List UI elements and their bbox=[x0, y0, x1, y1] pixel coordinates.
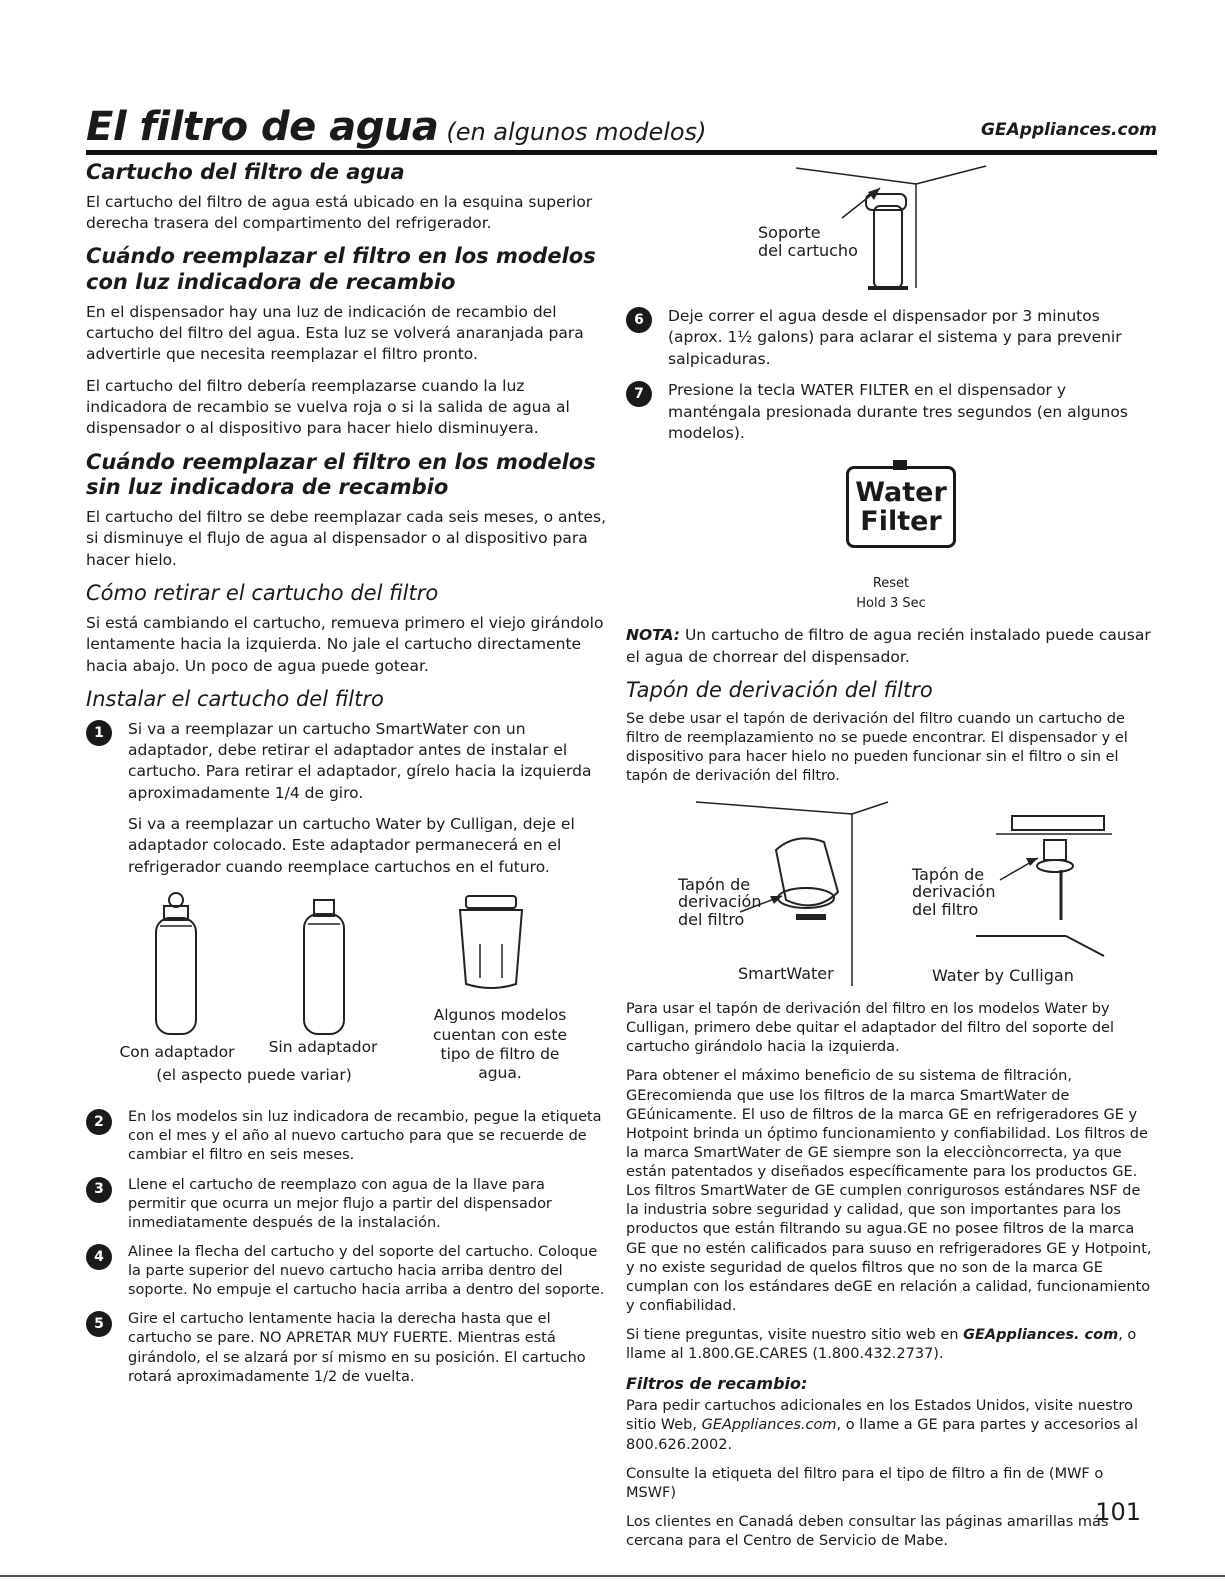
caption-with-adapter: Con adaptador bbox=[119, 1043, 235, 1062]
right-column bbox=[626, 160, 1156, 1561]
title-subtitle: (en algunos modelos) bbox=[446, 118, 707, 146]
water-filter-button-illustration bbox=[796, 454, 986, 574]
section-cartridge-title: Cartucho del filtro de agua bbox=[86, 160, 405, 184]
step-5-text: Gire el cartucho lentamente hacia la derecha hasta que el cartucho se pare. NO APRETAR MUY FUERTE. Mientras está girándolo, el se alzará por sí mismo en su posición. El cartucho rotará aproximadamente 1/2 de vuelta. bbox=[128, 1311, 586, 1385]
button-caption bbox=[626, 574, 1156, 613]
header-site-link[interactable]: GEAppliances.com bbox=[981, 120, 1157, 140]
cartridge-figures bbox=[86, 888, 606, 1096]
section-install-title: Instalar el cartucho del filtro bbox=[86, 686, 384, 711]
replacement-filters-title: Filtros de recambio: bbox=[626, 1374, 808, 1394]
step-2-text: En los modelos sin luz indicadora de recambio, pegue la etiqueta con el mes y el año al nuevo cartucho para que se recuerde de cambiar el filtro en seis meses. bbox=[128, 1109, 602, 1164]
section-without-light-text: El cartucho del filtro se debe reemplazar cada seis meses, o antes, si disminuye el flujo de agua al dispensador o al dispositivo para hacer hielo. bbox=[86, 508, 606, 569]
step-4-text: Alinee la flecha del cartucho y del soporte del cartucho. Coloque la parte superior del nuevo cartucho hacia arriba dentro del soporte. No empuje el cartucho hacia arriba a dentro del soporte. bbox=[128, 1243, 605, 1299]
bottom-rule bbox=[0, 1575, 1225, 1577]
button-reset-label: Reset bbox=[872, 576, 910, 592]
order-text-2: , o llame a GE para partes y accesorios al 800.626.2002. bbox=[626, 1417, 1138, 1453]
caption-some-models: Algunos modelos cuentan con este tipo de filtro de agua. bbox=[432, 1006, 567, 1083]
install-step-2 bbox=[86, 1108, 606, 1165]
questions-text-2: , o llame al 1.800.GE.CARES (1.800.432.2737). bbox=[626, 1327, 1137, 1363]
website-link[interactable]: GEAppliances. com bbox=[963, 1327, 1119, 1344]
cartridge-without-adapter-icon bbox=[274, 888, 374, 1038]
water-filter-button[interactable] bbox=[846, 466, 956, 548]
cartridge-with-adapter-icon bbox=[126, 888, 226, 1038]
bypass-text: Se debe usar el tapón de derivación del filtro cuando un cartucho de filtro de reemplazamiento no se puede encontrar. El dispensador y el dispositivo para hacer hielo no pueden funcionar sin el filtro o sin el tapón de derivación del filtro. bbox=[626, 710, 1128, 784]
cartridge-holder-diagram bbox=[626, 160, 1156, 300]
left-column bbox=[86, 160, 606, 1397]
step-3-text: Llene el cartucho de reemplazo con agua de la llave para permitir que ocurra un mejor flujo a partir del dispensador inmediatamente después de la instalación. bbox=[128, 1176, 552, 1231]
section-remove-title: Cómo retirar el cartucho del filtro bbox=[86, 581, 439, 606]
step-number-badge: 3 bbox=[86, 1177, 112, 1203]
holder-label-line-1: Soporte bbox=[758, 223, 821, 242]
step-number-badge: 7 bbox=[626, 381, 652, 407]
questions-text bbox=[626, 1326, 1156, 1364]
step-number-badge: 5 bbox=[86, 1311, 112, 1337]
caption-culligan: Water by Culligan bbox=[932, 966, 1074, 986]
bypass-label-line-3: del filtro bbox=[912, 899, 979, 919]
caption-without-adapter: Sin adaptador bbox=[268, 1038, 378, 1057]
bypass-label-line-2: derivación bbox=[912, 882, 996, 902]
install-step-7 bbox=[626, 380, 1156, 444]
section-with-light-text-2: El cartucho del filtro debería reemplazarse cuando la luz indicadora de recambio se vuelva roja o si la salida de agua al dispensador o al dispositivo para hacer hielo disminuyera. bbox=[86, 376, 570, 438]
step-6-text: Deje correr el agua desde el dispensador por 3 minutos (aprox. 1½ galons) para aclarar el sistema y para prevenir salpicaduras. bbox=[668, 307, 1122, 368]
step-number-badge: 4 bbox=[86, 1244, 112, 1270]
bypass-title: Tapón de derivación del filtro bbox=[626, 678, 933, 702]
culligan-instructions: Para usar el tapón de derivación del filtro en los modelos Water by Culligan, primero debe quitar el adaptador del filtro del soporte del cartucho girándolo hacia la izquierda. bbox=[626, 1001, 1114, 1056]
order-text-1: Para pedir cartuchos adicionales en los Estados Unidos, visite nuestro sitio Web, bbox=[626, 1398, 1133, 1434]
canada-text: Los clientes en Canadá deben consultar las páginas amarillas más cercana para el Centro de Servicio de Mabe. bbox=[626, 1513, 1109, 1550]
bypass-label-line-1: Tapón de bbox=[678, 875, 751, 895]
section-remove-text: Si está cambiando el cartucho, remueva primero el viejo girándolo lentamente hacia la izquierda. No jale el cartucho directamente hacia abajo. Un poco de agua puede gotear. bbox=[86, 613, 604, 675]
button-line-2: Filter bbox=[860, 506, 942, 538]
bypass-label-culligan bbox=[912, 866, 995, 918]
step-1-text-1: Si va a reemplazar un cartucho SmartWater con un adaptador, debe retirar el adaptador antes de instalar el cartucho. Para retirar el adaptador, gírelo hacia la izquierda aproximadamente 1/4 de giro. bbox=[128, 719, 592, 802]
install-step-1 bbox=[86, 719, 606, 879]
bypass-label-line-3: del filtro bbox=[678, 909, 745, 929]
bypass-label-line-1: Tapón de bbox=[912, 865, 985, 885]
caption-smartwater: SmartWater bbox=[738, 964, 834, 984]
nota bbox=[626, 625, 1156, 668]
title-text: El filtro de agua bbox=[86, 104, 439, 150]
bypass-plug-figures bbox=[626, 796, 1156, 988]
step-7-text: Presione la tecla WATER FILTER en el dispensador y manténgala presionada durante tres segundos (en algunos modelos). bbox=[668, 381, 1128, 442]
section-with-light-title: Cuándo reemplazar el filtro en los modelos con luz indicadora de recambio bbox=[86, 244, 596, 294]
section-without-light-title: Cuándo reemplazar el filtro en los modelos sin luz indicadora de recambio bbox=[86, 449, 596, 500]
holder-label-line-2: del cartucho bbox=[758, 240, 858, 260]
bypass-label-line-2: derivación bbox=[678, 892, 762, 912]
install-step-5 bbox=[86, 1310, 606, 1387]
page-number: 101 bbox=[1095, 1498, 1141, 1526]
step-number-badge: 2 bbox=[86, 1109, 112, 1135]
culligan-filter-icon bbox=[436, 888, 546, 993]
nota-text: Un cartucho de filtro de agua recién instalado puede causar el agua de chorrear del dispensador. bbox=[626, 626, 1151, 666]
install-step-3 bbox=[86, 1176, 606, 1233]
nota-label: NOTA: bbox=[626, 626, 681, 645]
filter-label-text: Consulte la etiqueta del filtro para el tipo de filtro a fin de (MWF o MSWF) bbox=[626, 1465, 1104, 1501]
bypass-label-smartwater bbox=[678, 876, 761, 928]
install-step-6 bbox=[626, 306, 1156, 370]
questions-text-1: Si tiene preguntas, visite nuestro sitio web en bbox=[626, 1327, 959, 1344]
section-cartridge-text: El cartucho del filtro de agua está ubicado en la esquina superior derecha trasera del compartimento del refrigerador. bbox=[86, 192, 593, 232]
holder-label bbox=[758, 224, 858, 259]
section-with-light-text-1: En el dispensador hay una luz de indicación de recambio del cartucho del filtro del agua. Esta luz se volverá anaranjada para advertirle que necesita reemplazar el filtro pronto. bbox=[86, 302, 584, 364]
button-line-1: Water bbox=[855, 477, 947, 509]
install-step-4 bbox=[86, 1243, 606, 1300]
step-1-text-2: Si va a reemplazar un cartucho Water by Culligan, deje el adaptador colocado. Este adaptador permanecerá en el refrigerador cuando reemplace cartuchos en el futuro. bbox=[128, 815, 575, 876]
header-rule bbox=[86, 150, 1157, 155]
ge-recommendation: Para obtener el máximo beneficio de su sistema de filtración, GErecomienda que use los filtros de la marca SmartWater de GEúnicamente. El uso de filtros de la marca GE en refrigeradores GE y Hotpoint brinda un óptimo funcionamiento y confiabilidad. Los filtros de la marca SmartWater de GE siempre son la elecciòncorrecta, ya que están patentados y diseñados específicamente para los productos GE. Los filtros SmartWater de GE cumplen conrigurosos estándares NSF de la industria sobre seguridad y calidad, que son importantes para los productos que están filtrando su agua.GE no posee filtros de la marca GE que no estén calificados para suuso en refrigeradores GE y Hotpoint, y no existe seguridad de quelos filtros que no son de la marca GE cumplan con los estándares deGE en relación a calidad, funcionamiento y confiabilidad. bbox=[626, 1068, 1152, 1314]
step-number-badge: 1 bbox=[86, 720, 112, 746]
caption-appearance-may-vary: (el aspecto puede variar) bbox=[156, 1066, 352, 1085]
page-title bbox=[86, 104, 706, 150]
order-text bbox=[626, 1397, 1156, 1454]
button-hold-label: Hold 3 Sec bbox=[856, 595, 926, 611]
order-website-link[interactable]: GEAppliances.com bbox=[701, 1417, 837, 1434]
step-number-badge: 6 bbox=[626, 307, 652, 333]
